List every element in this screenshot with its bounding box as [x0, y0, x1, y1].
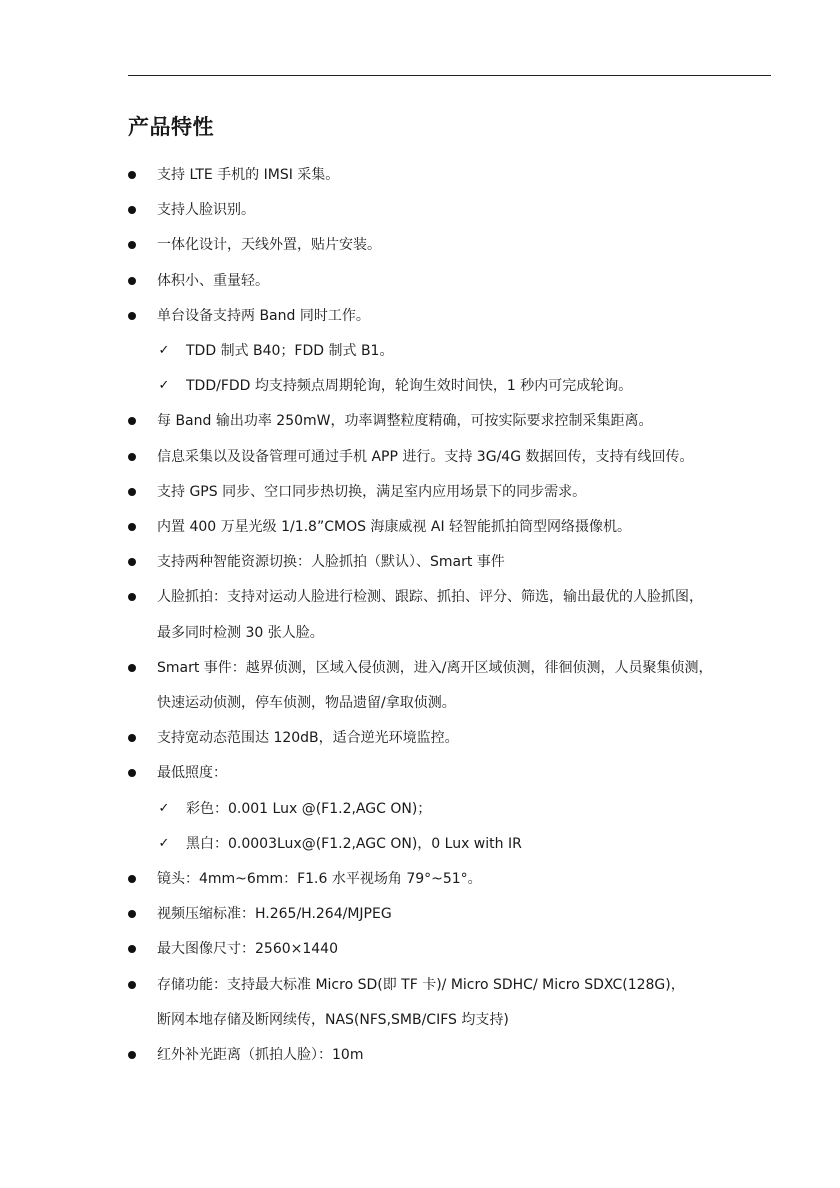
- bullet-icon: [126, 163, 138, 187]
- bullet-icon: [126, 409, 138, 433]
- bullet-icon: [126, 867, 138, 891]
- list-item: [0, 797, 840, 821]
- list-item-text: 体积小、重量轻。: [157, 272, 269, 289]
- list-item: [0, 550, 840, 574]
- list-item: [0, 691, 840, 715]
- list-item-text: 信息采集以及设备管理可通过手机 APP 进行。支持 3G/4G 数据回传，支持有线回传。: [157, 448, 694, 465]
- list-item-text: 最大图像尺寸：2560×1440: [157, 941, 338, 958]
- list-item: [0, 233, 840, 257]
- list-item: [0, 656, 840, 680]
- list-item: [0, 832, 840, 856]
- list-item-text: 快速运动侦测，停车侦测，物品遗留/拿取侦测。: [157, 695, 456, 711]
- bullet-icon: [126, 515, 138, 539]
- list-item: [0, 937, 840, 961]
- list-item-text: 支持 GPS 同步、空口同步热切换，满足室内应用场景下的同步需求。: [157, 483, 587, 500]
- list-item: [0, 585, 840, 609]
- list-item: [0, 339, 840, 363]
- list-item: [0, 1043, 840, 1067]
- list-item-text: 支持 LTE 手机的 IMSI 采集。: [157, 167, 340, 183]
- checkmark-icon: ✓: [158, 378, 170, 394]
- list-item: [0, 374, 840, 398]
- checkmark-icon: ✓: [158, 343, 170, 358]
- bullet-icon: [126, 937, 138, 961]
- bullet-icon: [126, 445, 138, 469]
- list-item-text: TDD/FDD 均支持频点周期轮询，轮询生效时间快，1 秒内可完成轮询。: [186, 378, 633, 395]
- list-item-text: 镜头：4mm~6mm：F1.6 水平视场角 79°~51°。: [157, 871, 482, 887]
- list-item: [0, 304, 840, 328]
- list-item: [0, 621, 840, 645]
- list-item-text: 最低照度：: [157, 765, 227, 782]
- list-item: [0, 1008, 840, 1032]
- checkmark-icon: ✓: [158, 800, 170, 816]
- list-item-text: 视频压缩标准：H.265/H.264/MJPEG: [157, 906, 392, 923]
- bullet-icon: [126, 726, 138, 750]
- list-item-text: 支持两种智能资源切换：人脸抓拍（默认）、Smart 事件: [157, 554, 505, 571]
- list-item-text: 断网本地存储及断网续传，NAS(NFS,SMB/CIFS 均支持): [157, 1011, 509, 1028]
- bullet-icon: [126, 233, 138, 257]
- list-item: [0, 409, 840, 433]
- bullet-icon: [126, 269, 138, 293]
- bullet-icon: [126, 480, 138, 504]
- bullet-icon: [126, 1043, 138, 1067]
- bullet-icon: [126, 973, 138, 997]
- list-item: [0, 480, 840, 504]
- list-item: [0, 726, 840, 750]
- bullet-icon: [126, 656, 138, 680]
- list-item-text: 最多同时检测 30 张人脸。: [157, 624, 324, 641]
- list-item-text: 内置 400 万星光级 1/1.8”CMOS 海康威视 AI 轻智能抓拍筒型网络摄像机。: [157, 519, 632, 535]
- checkmark-icon: ✓: [158, 835, 170, 851]
- list-item: [0, 515, 840, 539]
- list-item-text: 支持人脸识别。: [157, 202, 255, 219]
- list-item: [0, 163, 840, 187]
- list-item-text: 单台设备支持两 Band 同时工作。: [157, 307, 370, 324]
- list-item-text: TDD 制式 B40；FDD 制式 B1。: [186, 343, 394, 359]
- list-item: [0, 973, 840, 997]
- list-item-text: 一体化设计，天线外置，贴片安装。: [157, 237, 381, 254]
- list-item-text: 存储功能：支持最大标准 Micro SD(即 TF 卡)/ Micro SDHC/ Micro SDXC(128G)，: [157, 976, 685, 993]
- bullet-icon: [126, 550, 138, 574]
- list-item: [0, 867, 840, 891]
- list-item-text: 红外补光距离（抓拍人脸）：10m: [157, 1047, 364, 1063]
- section-title: 产品特性: [128, 115, 214, 139]
- list-item-text: Smart 事件：越界侦测，区域入侵侦测，进入/离开区域侦测，徘徊侦测，人员聚集侦测，: [157, 659, 713, 676]
- bullet-icon: [126, 761, 138, 785]
- list-item: [0, 445, 840, 469]
- bullet-icon: [126, 902, 138, 926]
- list-item-text: 彩色：0.001 Lux @(F1.2,AGC ON)；: [186, 800, 432, 817]
- list-item-text: 人脸抓拍：支持对运动人脸进行检测、跟踪、抓拍、评分、筛选，输出最优的人脸抓图，: [157, 589, 703, 606]
- list-item: [0, 198, 840, 222]
- list-item-text: 黑白：0.0003Lux@(F1.2,AGC ON)，0 Lux with IR: [186, 835, 522, 852]
- list-item: [0, 902, 840, 926]
- list-item: [0, 269, 840, 293]
- list-item-text: 支持宽动态范围达 120dB，适合逆光环境监控。: [157, 730, 459, 747]
- list-item: [0, 761, 840, 785]
- bullet-icon: [126, 198, 138, 222]
- list-item-text: 每 Band 输出功率 250mW，功率调整粒度精确，可按实际要求控制采集距离。: [157, 413, 653, 430]
- bullet-icon: [126, 304, 138, 328]
- bullet-icon: [126, 585, 138, 609]
